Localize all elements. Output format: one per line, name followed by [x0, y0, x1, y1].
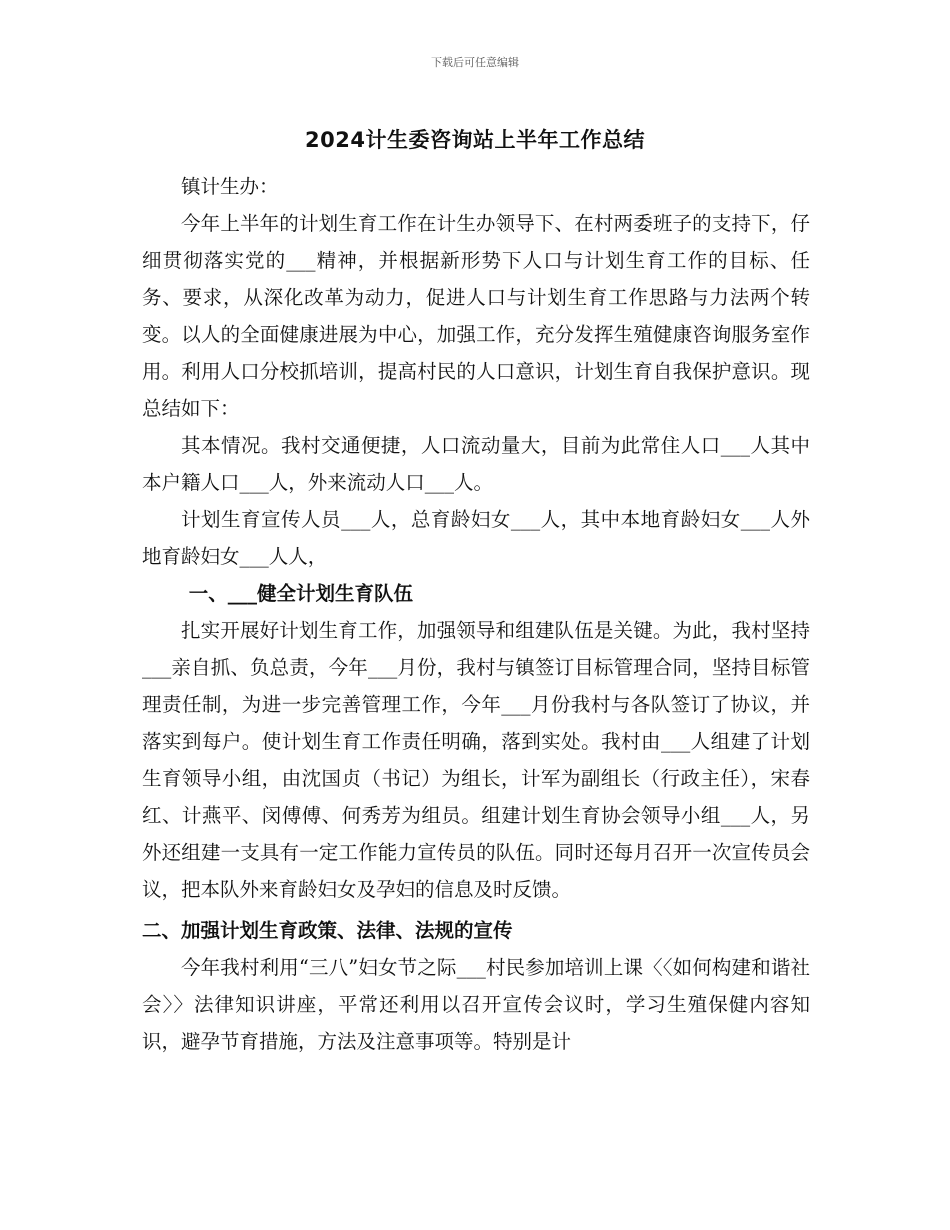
section-heading-1: 一、___健全计划生育队伍 — [188, 582, 414, 605]
paragraph-basic-situation: 其本情况。我村交通便捷，人口流动量大，目前为此常住人口___人其中本户籍人口___人，外来流动人口___人。 — [142, 434, 810, 494]
addressee: 镇计生办： — [181, 175, 279, 198]
document-body — [142, 168, 810, 1060]
paragraph-intro: 今年上半年的计划生育工作在计生办领导下、在村两委班子的支持下，仔细贯彻落实党的___精神，并根据新形势下人口与计划生育工作的目标、任务、要求，从深化改革为动力，促进人口与计划生育工作思路与力法两个转变。以人的全面健康进展为中心，加强工作，充分发挥生殖健康咨询服务室作用。利用人口分校抓培训，提高村民的人口意识，计划生育自我保护意识。现总结如下： — [142, 212, 810, 420]
paragraph-staff: 计划生育宣传人员___人，总育龄妇女___人，其中本地育龄妇女___人外地育龄妇女___人人， — [142, 508, 810, 568]
section-body-2: 今年我村利用“三八”妇女节之际___村民参加培训上课〈〈如何构建和谐社会〉〉法律知识讲座，平常还利用以召开宣传会议时，学习生殖保健内容知识，避孕节育措施，方法及注意事项等。特别是计 — [142, 956, 810, 1053]
section-body-1: 扎实开展好计划生育工作，加强领导和组建队伍是关键。为此，我村坚持___亲自抓、负总责，今年___月份，我村与镇签订目标管理合同，坚持目标管理责任制，为进一步完善管理工作，今年___月份我村与各队签订了协议，并落实到每户。使计划生育工作责任明确，落到实处。我村由___人组建了计划生育领导小组，由沈国贞（书记）为组长，计军为副组长（行政主任），宋春红、计燕平、闵傅傅、何秀芳为组员。组建计划生育协会领导小组___人，另外还组建一支具有一定工作能力宣传员的队伍。同时还每月召开一次宣传员会议，把本队外来育龄妇女及孕妇的信息及时反馈。 — [142, 619, 810, 901]
page-header-note: 下载后可任意编辑 — [431, 56, 519, 69]
document-title: 2024计生委咨询站上半年工作总结 — [305, 128, 645, 152]
section-heading-2: 二、加强计划生育政策、法律、法规的宣传 — [142, 919, 513, 942]
